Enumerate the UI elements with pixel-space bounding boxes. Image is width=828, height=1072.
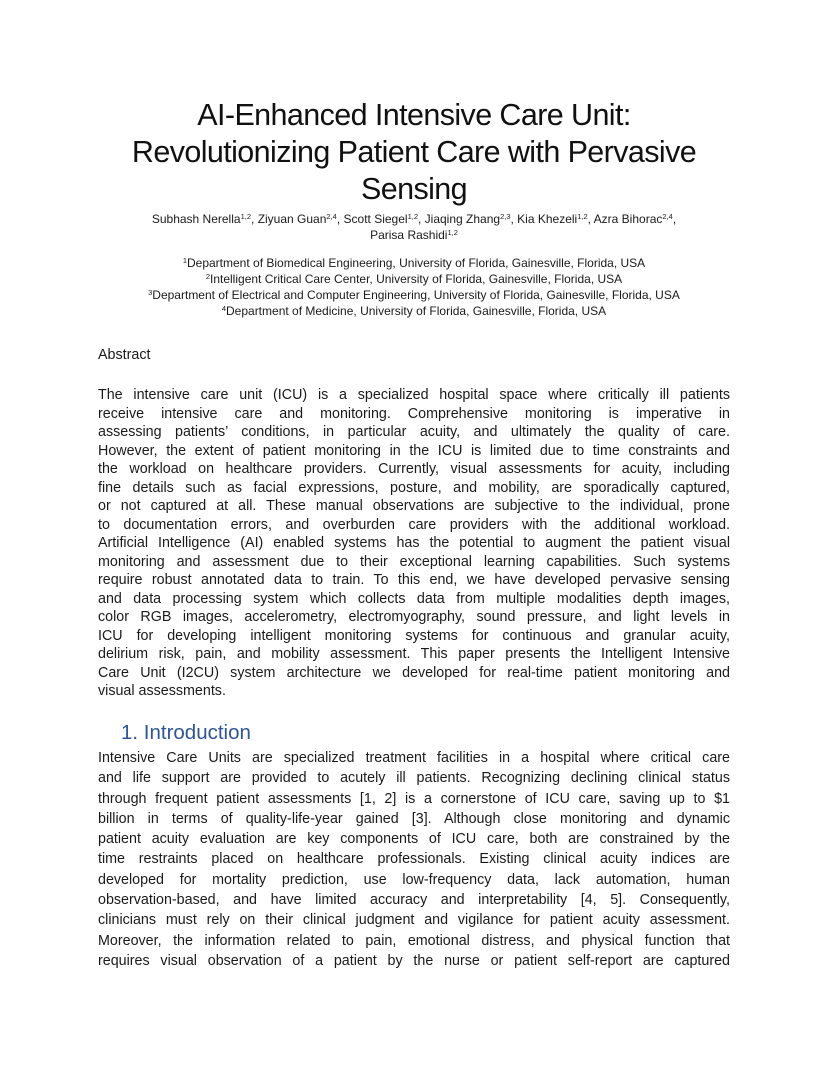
author-affiliation-marker: 1,2 [577,212,588,221]
abstract-line: delirium risk, pain, and mobility assessment. This paper presents the Intelligent Intensive [98,646,730,662]
intro-line: and life support are provided to acutely ill patients. Recognizing declining clinical status [98,770,730,787]
abstract-line: Artificial Intelligence (AI) enabled systems has the potential to augment the patient visual [98,535,730,551]
author-affiliation-marker: 2,4 [662,212,673,221]
author-line [80,211,748,227]
abstract-line: monitoring and assessment due to their exceptional learning capabilities. Such systems [98,553,730,570]
intro-line: clinicians must rely on their clinical judgment and vigilance for patient acuity assessment. [98,912,730,929]
abstract-line: ICU for developing intelligent monitoring systems for continuous and granular acuity, [98,627,730,644]
abstract-line: fine details such as facial expressions, posture, and mobility, are sporadically captured, [98,479,730,496]
author-name: Subhash Nerella [151,212,241,226]
intro-line: Moreover, the information related to pain, emotional distress, and physical function that [98,932,730,949]
title-line: Sensing [360,172,468,206]
intro-line: time restraints placed on healthcare professionals. Existing clinical acuity indices are [98,851,730,868]
abstract-heading: Abstract [98,347,151,363]
author-name: Kia Khezeli [517,212,578,226]
title-line: Revolutionizing Patient Care with Pervasive [131,135,697,169]
author-name: Ziyuan Guan [257,212,327,226]
abstract-line: and data processing system which collects data from multiple modalities depth images, [98,590,730,607]
affiliation-marker: 2 [205,272,210,281]
affiliation-marker: 1 [182,256,187,265]
abstract-paragraph [98,386,730,701]
author-affiliation-marker: 2,4 [326,212,337,221]
affiliation-text: Intelligent Critical Care Center, University of Florida, Gainesville, Florida, USA [210,272,623,286]
affiliation-item [60,255,768,271]
abstract-line: to documentation errors, and overburden care providers with the additional workload. [98,516,730,533]
abstract-line: require robust annotated data to train. To this end, we have developed pervasive sensing [98,572,730,588]
affiliation-item [60,287,768,303]
introduction-paragraph [98,748,730,971]
affiliation-item [60,271,768,287]
author-separator: , [510,212,518,226]
intro-line: billion in terms of quality-life-year gained [3]. Although close monitoring and dynamic [98,810,730,827]
author-separator: , [251,212,258,226]
author-name: Jiaqing Zhang [424,212,501,226]
intro-line: developed for mortality prediction, use low-frequency data, lack automation, human [98,871,730,888]
author-affiliation-marker: 1,2 [407,212,418,221]
abstract-line: However, the extent of patient monitoring in the ICU is limited due to time constraints and [98,442,730,459]
abstract-line: visual assessments. [98,683,226,699]
author-list [80,211,748,243]
abstract-line: color RGB images, accelerometry, electromyography, sound pressure, and light levels in [98,609,730,625]
author-affiliation-marker: 1,2 [240,212,252,221]
abstract-line: or not captured at all. These manual observations are subjective to the individual, prone [98,498,730,514]
author-separator: , [418,212,425,226]
abstract-line: the workload on healthcare providers. Currently, visual assessments for acuity, including [98,461,730,477]
affiliation-text: Department of Medicine, University of Florida, Gainesville, Florida, USA [226,304,607,318]
author-separator: , [587,212,594,226]
intro-line: requires visual observation of a patient by the nurse or patient self-report are captured [98,952,730,969]
author-name: Parisa Rashidi [370,228,448,242]
author-separator: , [672,212,677,226]
affiliation-list [60,255,768,319]
affiliation-marker: 4 [221,304,226,313]
affiliation-item [60,303,768,319]
author-affiliation-marker: 2,3 [500,212,511,221]
title-line: AI-Enhanced Intensive Care Unit: [197,98,631,132]
abstract-line: The intensive care unit (ICU) is a specialized hospital space where critically ill patients [98,387,730,403]
abstract-line: Care Unit (I2CU) system architecture we developed for real-time patient monitoring and [98,664,730,681]
author-line [80,227,748,243]
intro-line: patient acuity evaluation are key components of ICU care, both are constrained by the [98,831,730,848]
affiliation-text: Department of Electrical and Computer Engineering, University of Florida, Gainesville, Florida, USA [152,288,680,302]
abstract-line: receive intensive care and monitoring. Comprehensive monitoring is imperative in [98,405,730,422]
intro-line: observation-based, and have limited accuracy and interpretability [4, 5]. Consequently, [98,892,730,909]
author-name: Scott Siegel [343,212,408,226]
intro-line: Intensive Care Units are specialized treatment facilities in a hospital where critical care [98,750,730,766]
abstract-line: assessing patients’ conditions, in particular acuity, and ultimately the quality of care. [98,424,730,440]
affiliation-text: Department of Biomedical Engineering, University of Florida, Gainesville, Florida, USA [186,256,646,270]
author-name: Azra Bihorac [593,212,663,226]
author-separator: , [336,212,344,226]
affiliation-marker: 3 [148,288,153,297]
intro-line: through frequent patient assessments [1, 2] is a cornerstone of ICU care, saving up to $1 [98,790,730,807]
paper-title [60,97,768,208]
author-affiliation-marker: 1,2 [447,228,458,237]
section-heading-introduction: 1. Introduction [121,721,251,744]
